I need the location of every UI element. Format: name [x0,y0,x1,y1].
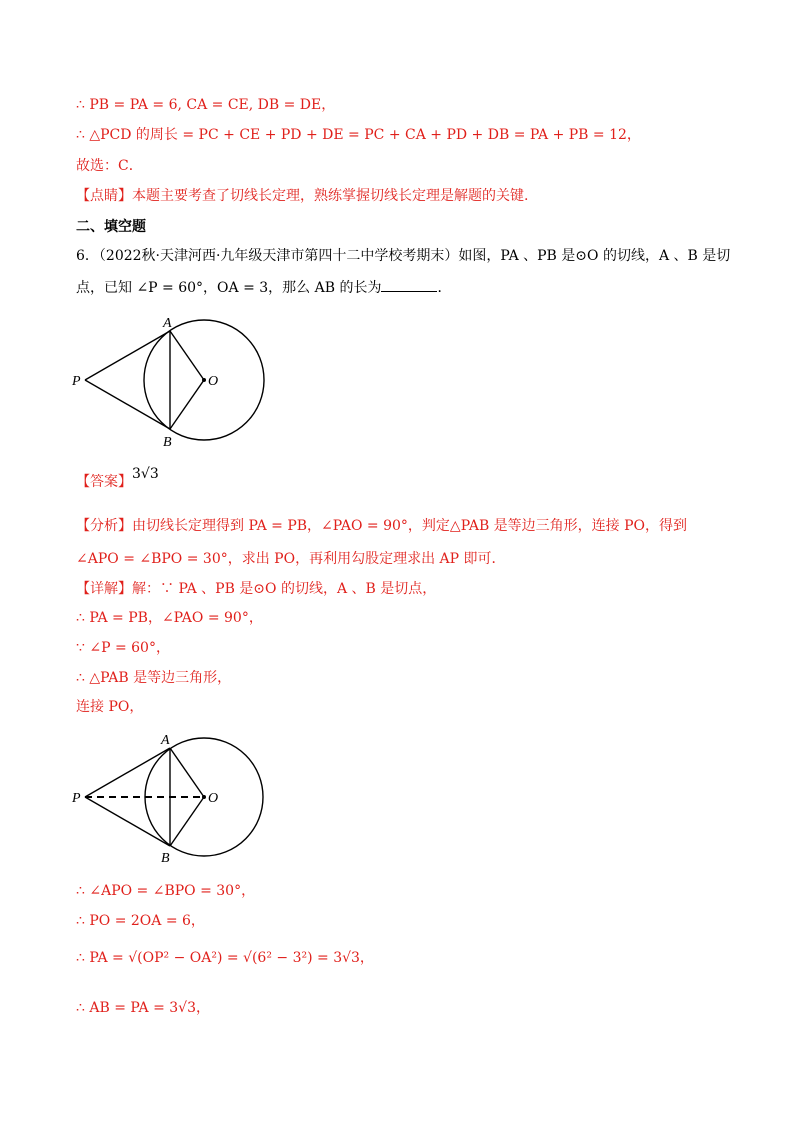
center-dot [202,795,206,799]
comment-tag: 【点睛】 [76,188,132,204]
analysis-line-2: ∠APO = ∠BPO = 30°，求出 PO，再利用勾股定理求出 AP 即可． [76,551,506,567]
label-a: A [163,316,172,331]
label-b: B [161,851,170,866]
analysis-line-1 [76,516,687,536]
analysis-tag: 【分析】 [76,518,132,534]
answer-line [76,466,159,492]
label-o: O [208,374,219,389]
radius-ob [170,797,204,846]
radius-oa [170,331,204,380]
detail-tag: 【详解】 [76,581,132,597]
radius-ob [170,380,204,429]
tangent-pa [85,748,170,797]
question-6-line-2 [76,277,451,298]
question-6-end: ． [437,280,452,296]
label-a: A [161,733,170,748]
answer-value: 3√3 [132,466,159,482]
analysis-text: 由切线长定理得到 PA = PB，∠PAO = 90°，判定△PAB 是等边三角形，连接 PO，得到 [132,518,688,534]
detail-line-2: ∴ PA = PB，∠PAO = 90°， [76,610,263,626]
tangent-pa [85,331,170,380]
detail-line-5: 连接 PO， [76,699,144,715]
detail-line-1 [76,579,436,599]
detail-line-4: ∴ △PAB 是等边三角形， [76,670,232,686]
center-dot [202,378,206,382]
tangent-pb [85,797,170,846]
label-b: B [163,435,172,450]
label-p: P [72,374,81,389]
comment-line [76,186,528,206]
figure-tangent-circle-2 [60,725,290,870]
radius-oa [170,748,204,797]
question-6-line-1: 6．（2022秋·天津河西·九年级天津市第四十二中学校考期末）如图，PA 、PB 是⊙O 的切线，A 、B 是切 [76,248,731,264]
answer-blank [381,277,437,292]
label-o: O [208,791,219,806]
tangent-pb [85,380,170,429]
solution-line-1: ∴ PB = PA = 6, CA = CE, DB = DE， [76,97,336,113]
solution-answer-choice: 故选：C． [76,158,143,174]
answer-tag: 【答案】 [76,474,132,490]
step-line-3: ∴ PA = √(OP² − OA²) = √(6² − 3²) = 3√3， [76,950,374,966]
solution-line-2: ∴ △PCD 的周长 = PC + CE + PD + DE = PC + CA + PD + DB = PA + PB = 12， [76,127,641,143]
step-line-1: ∴ ∠APO = ∠BPO = 30°， [76,883,256,899]
step-line-2: ∴ PO = 2OA = 6， [76,913,205,929]
figure-tangent-circle-1 [60,305,290,455]
detail-text: 解：∵ PA 、PB 是⊙O 的切线，A 、B 是切点， [132,581,437,597]
detail-line-3: ∵ ∠P = 60°， [76,640,170,656]
question-6-text: 点，已知 ∠P = 60°，OA = 3，那么 AB 的长为 [76,280,382,296]
label-p: P [72,791,81,806]
comment-text: 本题主要考查了切线长定理，熟练掌握切线长定理是解题的关键. [132,188,529,204]
section-heading: 二、填空题 [76,219,146,235]
step-line-4: ∴ AB = PA = 3√3， [76,1000,210,1016]
